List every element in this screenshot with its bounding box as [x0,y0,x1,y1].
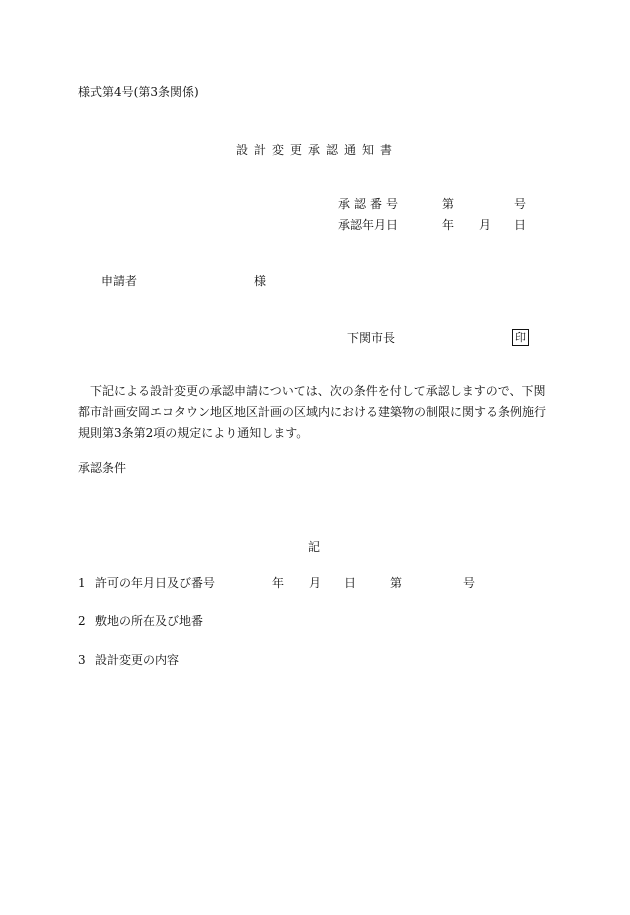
applicant-label: 申請者 [101,274,138,288]
item-number: 3 [78,653,86,667]
approval-number-prefix: 第 [442,197,455,211]
document-title: 設計変更承認通知書 [236,143,399,157]
applicant-honorific: 様 [254,274,267,288]
item-number: 1 [78,576,86,590]
conditions-label: 承認条件 [78,461,127,475]
item-permit-year: 年 [272,576,285,590]
approval-date-year: 年 [442,218,455,232]
approval-date-month: 月 [479,218,492,232]
item-label-site-location: 敷地の所在及び地番 [95,614,204,628]
approval-number-suffix: 号 [514,197,527,211]
item-permit-number-suffix: 号 [463,576,476,590]
ki-label: 記 [308,540,321,554]
item-permit-number-prefix: 第 [390,576,403,590]
item-permit-day: 日 [344,576,357,590]
form-number: 様式第4号(第3条関係) [78,85,199,99]
item-label-permit-date-number: 許可の年月日及び番号 [95,576,216,590]
item-permit-month: 月 [309,576,322,590]
approval-number-label: 承認番号 [338,197,403,211]
item-label-design-change-content: 設計変更の内容 [95,653,180,667]
approval-date-day: 日 [514,218,527,232]
notice-body-text: 下記による設計変更の承認申請については、次の条件を付して承認しますので、下関都市計画安岡エコタウン地区地区計画の区域内における建築物の制限に関する条例施行規則第3条第2項の規定により通知します。 [78,384,547,440]
item-number: 2 [78,614,86,628]
approval-date-label: 承認年月日 [338,218,399,232]
issuer-label: 下関市長 [347,331,396,345]
seal-mark: 印 [512,329,529,346]
